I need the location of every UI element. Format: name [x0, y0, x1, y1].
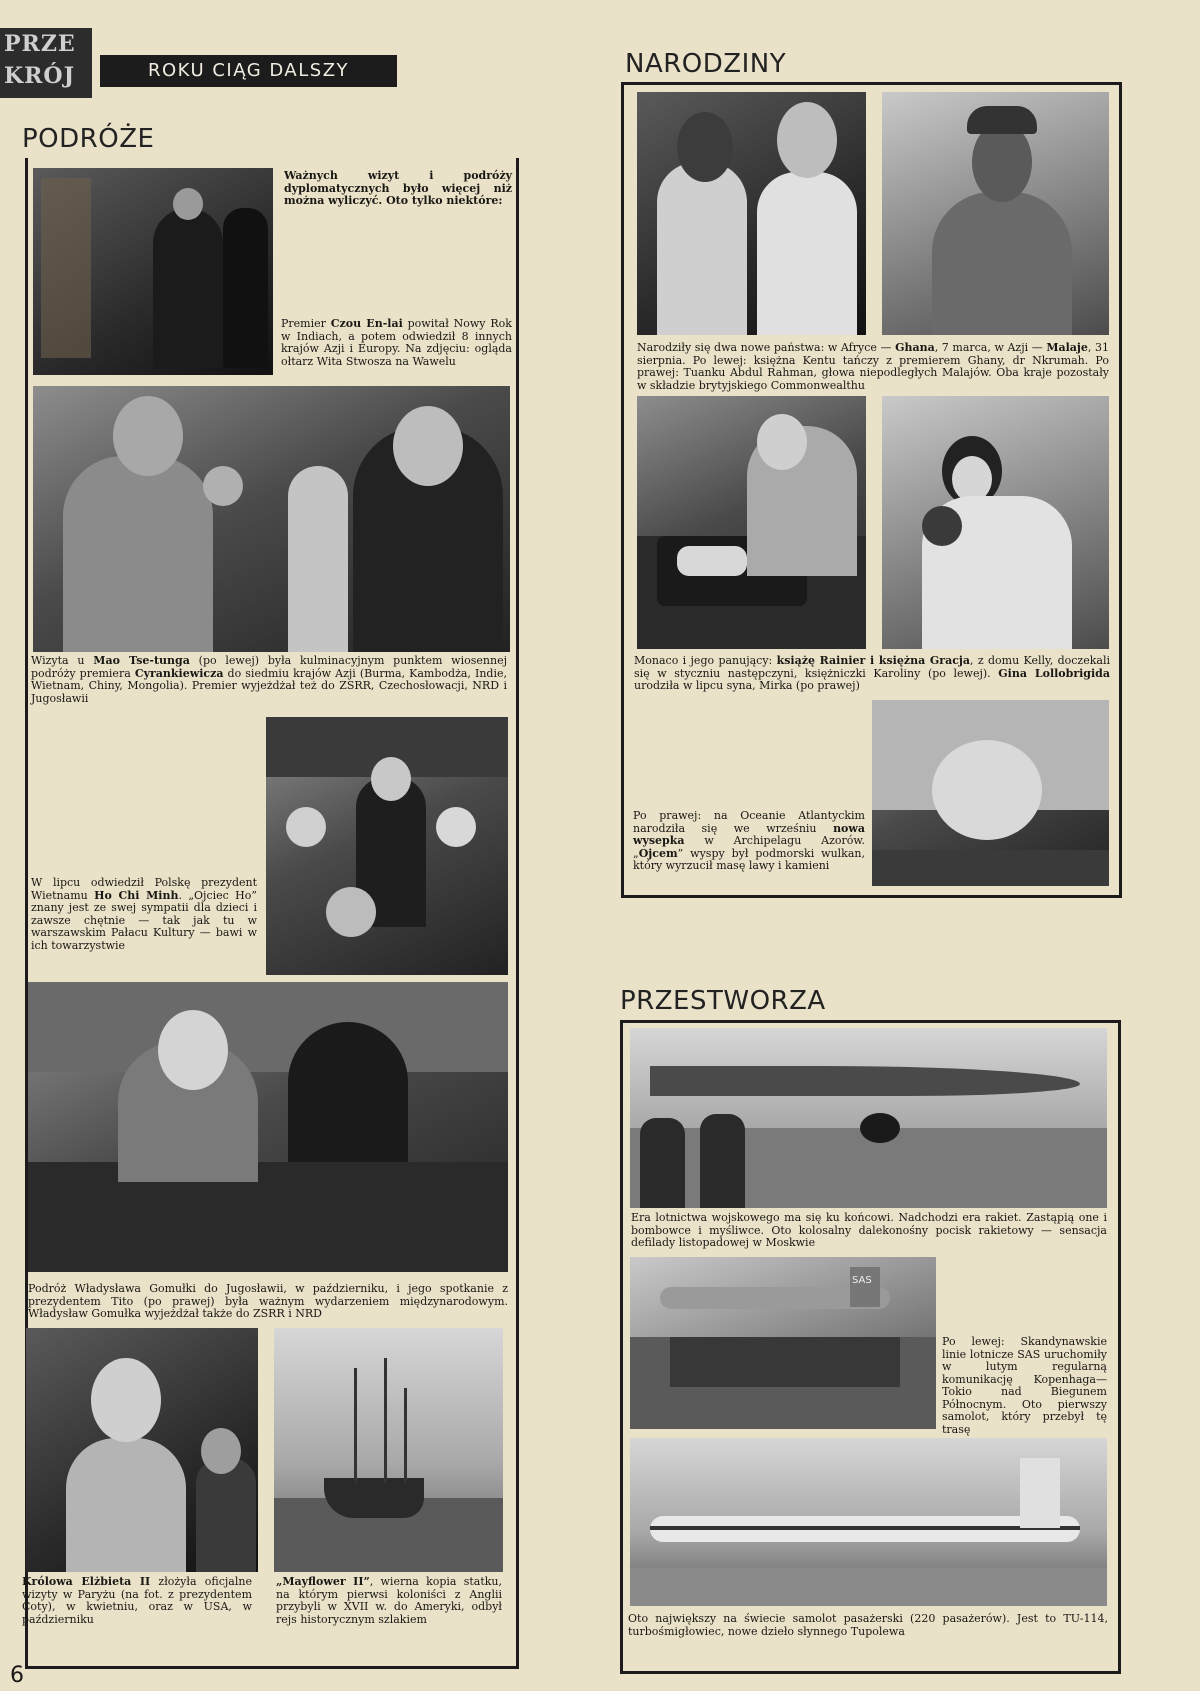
- caption-zhou: [281, 318, 512, 368]
- caption-bold: Ghana: [895, 341, 935, 354]
- caption-rocket: [631, 1212, 1107, 1250]
- caption-text: , 7 marca, w Azji —: [934, 341, 1047, 354]
- caption-ho-chi-minh: [31, 877, 257, 952]
- caption-sas: [942, 1336, 1107, 1436]
- photo-ho-chi-minh: [266, 717, 508, 975]
- photo-volcanic-island: [872, 700, 1109, 886]
- caption-bold: „Mayflower II”: [276, 1575, 370, 1588]
- caption-text: Premier: [281, 317, 331, 330]
- photo-rainier-grace: [637, 396, 866, 649]
- caption-gomulka: [28, 1283, 508, 1321]
- logo-bottom-text: KRÓJ: [4, 63, 75, 89]
- sas-tail-text: SAS: [852, 1275, 872, 1286]
- caption-island: [633, 810, 865, 873]
- caption-bold: Gina Lollobrigida: [998, 666, 1110, 680]
- caption-bold: książę Rainier i księżna Gracja: [776, 654, 971, 667]
- caption-text: Narodziły się dwa nowe państwa: w Afryce —: [637, 341, 896, 354]
- page-number: 6: [10, 1663, 24, 1688]
- photo-duchess-kent-nkrumah: [637, 92, 866, 335]
- caption-text: , wierna kopia statku, na którym pierwsi koloniści z Anglii przybyli w XVII w. do Ameryki, odbył rejs historycznym szlakiem: [276, 1575, 502, 1626]
- caption-text: Podróż Władysława Gomułki do Jugosławii, w październiku, i jego spotkanie z prezydentem Tito (po prawej) była ważnym wydarzeniem międzynarodowym. Władysław Gomułka wyjeżdżał także do ZSRR i NRD: [28, 1282, 508, 1320]
- caption-ghana-malaya: [637, 342, 1109, 392]
- caption-text: Monaco i jego panujący:: [634, 654, 777, 667]
- caption-text: złożyła oficjalne wizyty w Paryżu (na fot. z prezydentem Coty), w kwietniu, oraz w USA, w październiku: [22, 1575, 252, 1626]
- caption-intro: [284, 170, 512, 208]
- caption-bold: Malaje: [1046, 341, 1088, 354]
- photo-sas-airliner: [630, 1257, 936, 1429]
- logo-top-text: PRZE: [4, 31, 76, 57]
- caption-text: do siedmiu krajów Azji (Burma, Kambodża, Indie, Wietnam, Chiny, Mongolia). Premier wyjeżdżał też do ZSRR, Czechosłowacji, NRD i Jugosławii: [31, 666, 507, 705]
- photo-tu-114: [630, 1438, 1107, 1606]
- magazine-logo: [0, 28, 92, 98]
- caption-bold: Cyrankiewicza: [134, 666, 224, 680]
- caption-text: urodziła w lipcu syna, Mirka (po prawej): [634, 679, 860, 692]
- caption-bold: Królowa Elżbieta II: [22, 1575, 151, 1588]
- caption-text: powitał Nowy Rok w Indiach, a potem odwiedził 8 innych krajów Azji i Europy. Na zdjęciu: ogląda ołtarz Wita Stwosza na Wawelu: [281, 317, 512, 368]
- caption-text: Po lewej: Skandynawskie linie lotnicze SAS uruchomiły w lutym regularną komunikację Kopenhaga—Tokio nad Biegunem Północnym. Oto pierwszy samolot, który przebył tę trasę: [942, 1335, 1107, 1436]
- photo-gina-lollobrigida: [882, 396, 1109, 649]
- caption-elizabeth: [22, 1576, 252, 1626]
- photo-missile-parade: [630, 1028, 1107, 1208]
- caption-mayflower: [276, 1576, 502, 1626]
- caption-tu114: [628, 1613, 1108, 1638]
- caption-text: W lipcu odwiedził Polskę prezydent Wietnamu: [31, 876, 257, 902]
- section-title-births: NARODZINY: [625, 49, 787, 79]
- caption-text: Oto największy na świecie samolot pasażerski (220 pasażerów). Jest to TU-114, turbośmigłowiec, nowe dzieło słynnego Tupolewa: [628, 1612, 1108, 1638]
- caption-text: ” wyspy był podmorski wulkan, który wyrzucił masę lawy i kamieni: [633, 846, 865, 872]
- caption-mao: [31, 655, 507, 705]
- caption-text: Era lotnictwa wojskowego ma się ku końcowi. Nadchodzi era rakiet. Zastąpią one i bombowce i myśliwce. Oto kolosalny dalekonośny pocisk rakietowy — sensacja defilady listopadowej w Moskwie: [631, 1211, 1107, 1249]
- section-banner: ROKU CIĄG DALSZY: [100, 55, 397, 87]
- photo-mao-cyrankiewicz: [33, 386, 510, 652]
- caption-text: Wizyta u: [31, 654, 94, 667]
- caption-text: , 31 sierpnia. Po lewej: księżna Kentu tańczy z premierem Ghany, dr Nkrumah. Po prawej: Tuanku Abdul Rahman, głowa niepodległych Malajów. Oba kraje pozostały w składzie brytyjskiego Commonwealthu: [637, 341, 1109, 392]
- caption-text: w Archipelagu Azorów. „: [633, 834, 865, 860]
- caption-text: , z domu Kelly, doczekali się w styczniu następczyni, księżniczki Karoliny (po lewej).: [634, 654, 1110, 680]
- caption-bold: Ojcem: [638, 846, 678, 860]
- caption-text: . „Ojciec Ho” znany jest ze swej sympatii dla dzieci i zawsze chętnie — tak jak tu w warszawskim Pałacu Kultury — bawi w ich towarzystwie: [31, 888, 257, 952]
- caption-text: (po lewej) była kulminacyjnym punktem wiosennej podróży premiera: [31, 654, 507, 680]
- caption-monaco: [634, 655, 1110, 693]
- photo-queen-elizabeth: [26, 1328, 258, 1572]
- caption-intro-text: Ważnych wizyt i podróży dyplomatycznych było więcej niż można wyliczyć. Oto tylko niektóre:: [284, 169, 512, 207]
- photo-tuanku-abdul-rahman: [882, 92, 1109, 335]
- caption-bold: nowa wysepka: [633, 821, 865, 847]
- photo-gomulka-tito: [28, 982, 508, 1272]
- photo-mayflower: [274, 1328, 503, 1572]
- caption-bold: Mao Tse-tunga: [93, 654, 190, 667]
- caption-bold: Czou En-lai: [330, 317, 403, 330]
- caption-text: Po prawej: na Oceanie Atlantyckim narodziła się we wrześniu: [633, 809, 865, 835]
- caption-bold: Ho Chi Minh: [94, 888, 179, 902]
- section-title-travel: PODRÓŻE: [22, 124, 155, 154]
- photo-zhou-enlai: [33, 168, 273, 375]
- section-title-space: PRZESTWORZA: [620, 986, 826, 1016]
